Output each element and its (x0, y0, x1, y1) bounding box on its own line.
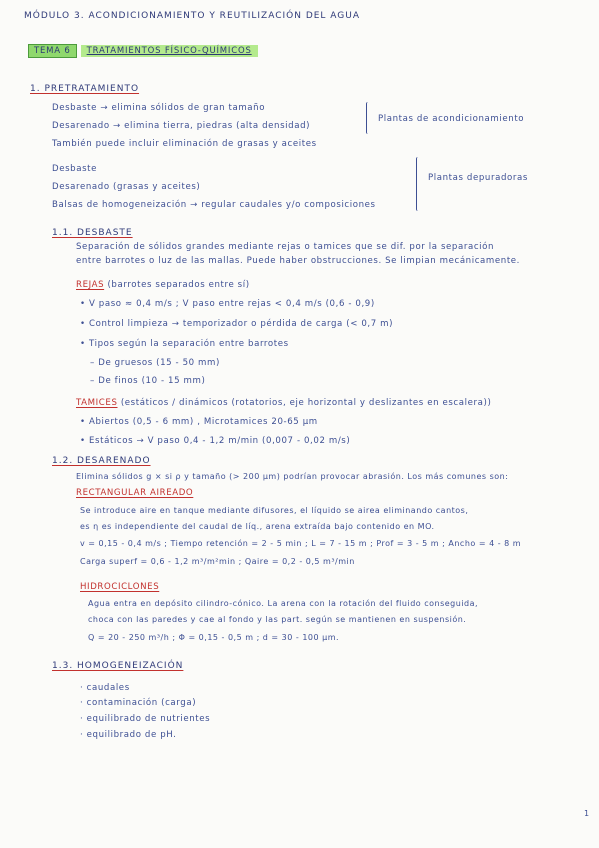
tema-label: TEMA 6 (28, 44, 77, 58)
tema-title: TRATAMIENTOS FÍSICO-QUÍMICOS (81, 45, 258, 57)
rect-line: es η es independiente del caudal de líq., arena extraída bajo contenido en MO. (80, 522, 435, 531)
desbaste-intro: Separación de sólidos grandes mediante rejas o tamices que se dif. por la separación (76, 242, 495, 252)
desarenado-intro: Elimina sólidos g × si ρ y tamaño (> 200 µm) podrían provocar abrasión. Los más comunes son: (76, 472, 509, 481)
pretratamiento-line: Desarenado → elimina tierra, piedras (alta densidad) (52, 121, 311, 131)
rect-line: Carga superf = 0,6 - 1,2 m³/m²min ; Qaire = 0,2 - 0,5 m³/min (80, 557, 355, 566)
rect-line: Se introduce aire en tanque mediante difusores, el líquido se airea eliminando cantos, (80, 506, 469, 515)
homogeneizacion-item: · caudales (80, 683, 130, 693)
hidrociclones-label: HIDROCICLONES (80, 582, 160, 592)
tamices-label: TAMICES (76, 398, 118, 408)
tamices-item: • Estáticos → V paso 0,4 - 1,2 m/min (0,007 - 0,02 m/s) (80, 436, 351, 446)
page-number: 1 (584, 809, 590, 818)
homogeneizacion-item: · equilibrado de pH. (80, 730, 177, 740)
rejas-item: • V paso ≈ 0,4 m/s ; V paso entre rejas < 0,4 m/s (0,6 - 0,9) (80, 299, 375, 309)
tamices-line (76, 398, 491, 408)
subsection-heading-homogeneizacion (52, 661, 183, 671)
rejas-item: • Control limpieza → temporizador o pérdida de carga (< 0,7 m) (80, 319, 394, 329)
pretratamiento-line: Desbaste → elimina sólidos de gran tamaño (52, 103, 266, 113)
tamices-item: • Abiertos (0,5 - 6 mm) , Microtamices 20-65 µm (80, 417, 318, 427)
module-title: MÓDULO 3. ACONDICIONAMIENTO Y REUTILIZACIÓN DEL AGUA (24, 11, 361, 21)
rejas-label: REJAS (76, 280, 105, 290)
rejas-subitem: – De gruesos (15 - 50 mm) (90, 358, 220, 368)
brace (416, 157, 422, 211)
subsection-heading-text: 1.3. HOMOGENEIZACIÓN (52, 661, 184, 671)
homogeneizacion-item: · contaminación (carga) (80, 698, 197, 708)
group-label-depuradoras: Plantas depuradoras (428, 173, 528, 183)
hidro-line: choca con las paredes y cae al fondo y las part. según se mantienen en suspensión. (88, 615, 467, 624)
rejas-item: • Tipos según la separación entre barrotes (80, 339, 289, 349)
rect-line: v = 0,15 - 0,4 m/s ; Tiempo retención = 2 - 5 min ; L = 7 - 15 m ; Prof = 3 - 5 m ; Ancho = 4 - 8 m (80, 539, 522, 548)
pretratamiento-line: También puede incluir eliminación de grasas y aceites (52, 139, 317, 149)
pretratamiento-line: Balsas de homogeneización → regular caudales y/o composiciones (52, 200, 376, 210)
brace (366, 102, 372, 134)
subsection-heading-desbaste (52, 228, 133, 238)
subsection-heading-text: 1.2. DESARENADO (52, 456, 151, 466)
pretratamiento-line: Desarenado (grasas y aceites) (52, 182, 201, 192)
pretratamiento-line: Desbaste (52, 164, 98, 174)
hidro-line: Agua entra en depósito cilindro-cónico. La arena con la rotación del fluido conseguida, (88, 599, 479, 608)
subsection-heading-desarenado (52, 456, 151, 466)
homogeneizacion-item: · equilibrado de nutrientes (80, 714, 211, 724)
tamices-note: (estáticos / dinámicos (rotatorios, eje horizontal y deslizantes en escalera)) (120, 398, 492, 408)
subsection-heading-text: 1.1. DESBASTE (52, 228, 133, 238)
rejas-line (76, 280, 250, 290)
group-label-acondicionamiento: Plantas de acondicionamiento (378, 114, 525, 124)
tema-banner (28, 44, 258, 58)
section-heading-pretratamiento: 1. PRETRATAMIENTO (30, 84, 140, 94)
desbaste-intro: entre barrotes o luz de las mallas. Puede haber obstrucciones. Se limpian mecánicamente. (76, 256, 521, 266)
rejas-note: (barrotes separados entre sí) (107, 280, 250, 290)
hidro-line: Q = 20 - 250 m³/h ; Φ = 0,15 - 0,5 m ; d = 30 - 100 µm. (88, 633, 340, 642)
rectangular-aireado-label: RECTANGULAR AIREADO (76, 488, 194, 498)
rejas-subitem: – De finos (10 - 15 mm) (90, 376, 206, 386)
